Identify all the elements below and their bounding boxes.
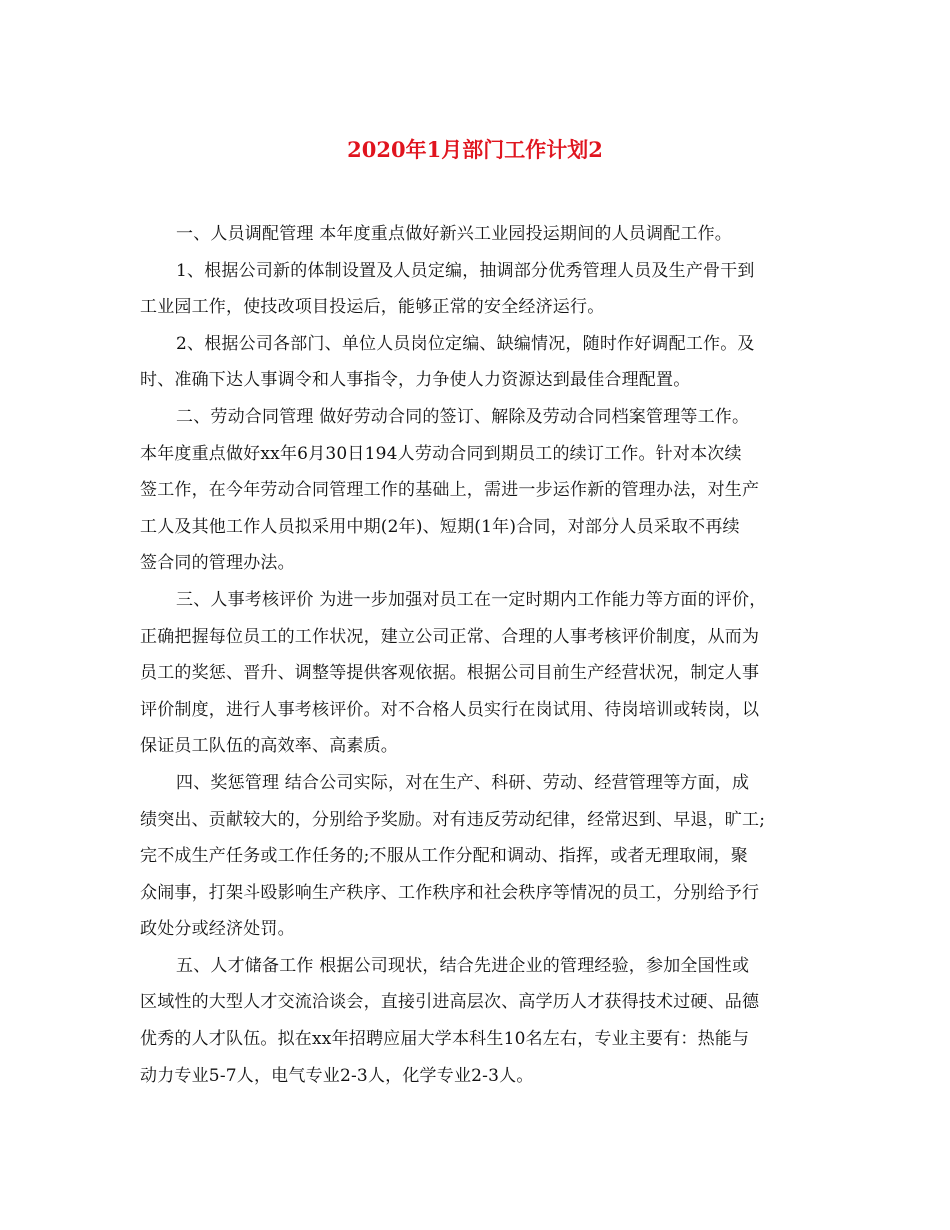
paragraph-line: 工业园工作，使技改项目投运后，能够正常的安全经济运行。: [140, 297, 605, 318]
paragraph-line: 一、人员调配管理 本年度重点做好新兴工业园投运期间的人员调配工作。: [176, 224, 733, 244]
paragraph-talent-reserve: [140, 948, 816, 1094]
paragraph-line: 员工的奖惩、晋升、调整等提供客观依据。根据公司目前生产经营状况，制定人事: [140, 663, 760, 684]
paragraph-line: 众闹事，打架斗殴影响生产秩序、工作秩序和社会秩序等情况的员工，分别给予行: [140, 882, 760, 903]
paragraph-line: 二、劳动合同管理 做好劳动合同的签订、解除及劳动合同档案管理等工作。: [176, 406, 750, 427]
paragraph-line: 政处分或经济处罚。: [140, 919, 295, 940]
paragraph-allocation-item-2: [140, 326, 816, 399]
paragraph-line: 本年度重点做好xx年6月30日194人劳动合同到期员工的续订工作。针对本次续: [140, 443, 742, 464]
paragraph-line: 工人及其他工作人员拟采用中期(2年)、短期(1年)合同，对部分人员采取不再续: [140, 516, 740, 537]
paragraph-line: 四、奖惩管理 结合公司实际，对在生产、科研、劳动、经营管理等方面，成: [176, 772, 750, 793]
paragraph-line: 正确把握每位员工的工作状况，建立公司正常、合理的人事考核评价制度，从而为: [140, 626, 760, 647]
document-body: [140, 216, 816, 1094]
paragraph-line: 三、人事考核评价 为进一步加强对员工在一定时期内工作能力等方面的评价，: [176, 589, 767, 610]
paragraph-line: 动力专业5-7人，电气专业2-3人，化学专业2-3人。: [140, 1065, 534, 1086]
paragraph-line: 签合同的管理办法。: [140, 553, 295, 574]
paragraph-line: 保证员工队伍的高效率、高素质。: [140, 736, 398, 757]
paragraph-personnel-allocation: [140, 216, 816, 253]
paragraph-line: 时、准确下达人事调令和人事指令，力争使人力资源达到最佳合理配置。: [140, 370, 691, 391]
paragraph-line: 评价制度，进行人事考核评价。对不合格人员实行在岗试用、待岗培训或转岗，以: [140, 699, 760, 720]
paragraph-line: 绩突出、贡献较大的，分别给予奖励。对有违反劳动纪律，经常迟到、早退，旷工;: [140, 809, 766, 830]
paragraph-line: 优秀的人才队伍。拟在xx年招聘应届大学本科生10名左右，专业主要有：热能与: [140, 1029, 750, 1050]
paragraph-line: 区域性的大型人才交流洽谈会，直接引进高层次、高学历人才获得技术过硬、品德: [140, 992, 760, 1013]
paragraph-allocation-item-1: [140, 253, 816, 326]
paragraph-line: 1、根据公司新的体制设置及人员定编，抽调部分优秀管理人员及生产骨干到: [176, 260, 755, 281]
paragraph-personnel-evaluation: [140, 582, 816, 765]
paragraph-line: 签工作，在今年劳动合同管理工作的基础上，需进一步运作新的管理办法，对生产: [140, 480, 760, 501]
paragraph-line: 五、人才储备工作 根据公司现状，结合先进企业的管理经验，参加全国性或: [176, 955, 750, 976]
document-title: 2020年1月部门工作计划2: [347, 137, 603, 162]
paragraph-labor-contract: [140, 399, 816, 582]
paragraph-line: 2、根据公司各部门、单位人员岗位定编、缺编情况，随时作好调配工作。及: [176, 333, 755, 354]
paragraph-line: 完不成生产任务或工作任务的;不服从工作分配和调动、指挥，或者无理取闹，聚: [140, 846, 748, 867]
paragraph-rewards-penalties: [140, 765, 816, 948]
